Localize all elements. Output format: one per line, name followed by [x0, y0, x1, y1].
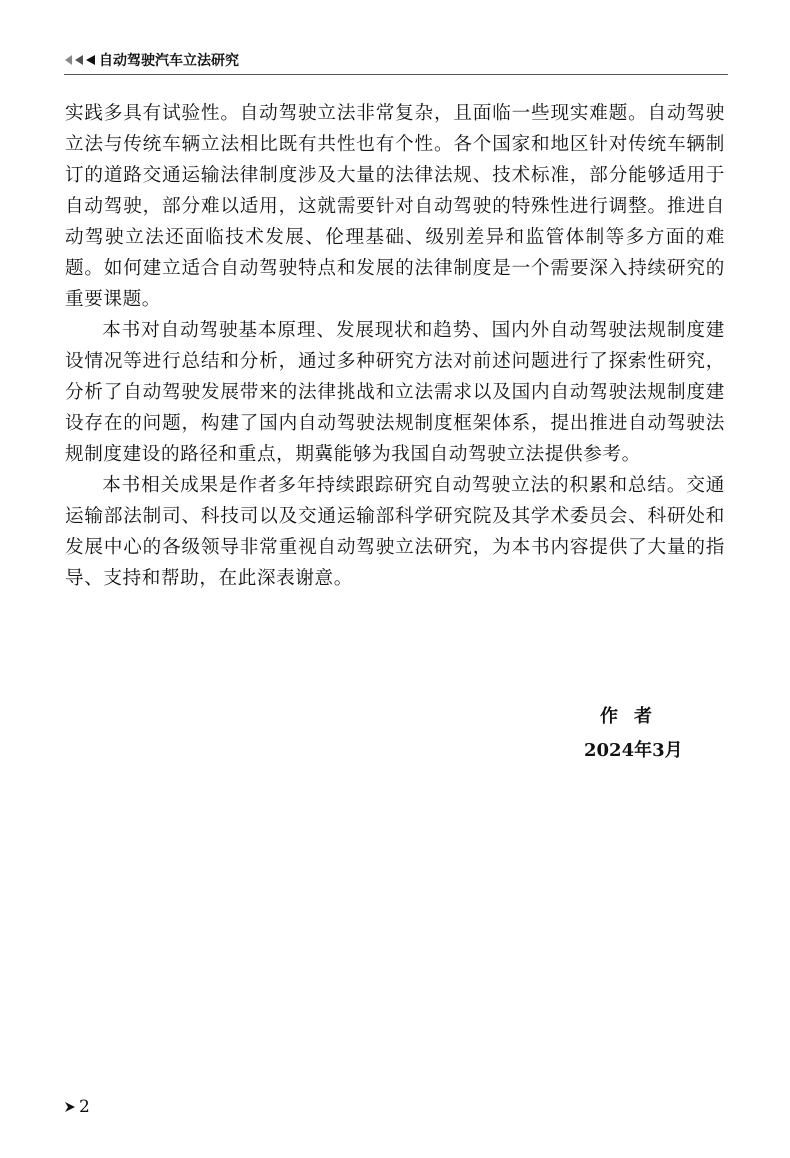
- body-text: [65, 98, 725, 594]
- running-header: [64, 49, 239, 71]
- right-arrowhead-icon: [64, 1101, 76, 1113]
- paragraph-2: 本书对自动驾驶基本原理、发展现状和趋势、国内外自动驾驶法规制度建设情况等进行总结和分析，通过多种研究方法对前述问题进行了探索性研究，分析了自动驾驶发展带来的法律挑战和立法需求以及国内自动驾驶法规制度建设存在的问题，构建了国内自动驾驶法规制度框架体系，提出推进自动驾驶法规制度建设的路径和重点，期冀能够为我国自动驾驶立法提供参考。: [65, 320, 725, 465]
- triple-left-triangle-icon: [64, 54, 96, 66]
- page-number: 2: [79, 1097, 90, 1117]
- date-label: 2024年3月: [584, 740, 683, 761]
- author-label: 作者: [600, 706, 668, 727]
- header-divider: [64, 74, 728, 75]
- paragraph-3: 本书相关成果是作者多年持续跟踪研究自动驾驶立法的积累和总结。交通运输部法制司、科技司以及交通运输部科学研究院及其学术委员会、科研处和发展中心的各级领导非常重视自动驾驶立法研究，为本书内容提供了大量的指导、支持和帮助，在此深表谢意。: [65, 475, 725, 589]
- page-footer: [64, 1097, 90, 1117]
- header-title: 自动驾驶汽车立法研究: [99, 53, 239, 69]
- paragraph-1: 实践多具有试验性。自动驾驶立法非常复杂，且面临一些现实难题。自动驾驶立法与传统车辆立法相比既有共性也有个性。各个国家和地区针对传统车辆制订的道路交通运输法律制度涉及大量的法律法规、技术标准，部分能够适用于自动驾驶，部分难以适用，这就需要针对自动驾驶的特殊性进行调整。推进自动驾驶立法还面临技术发展、伦理基础、级别差异和监管体制等多方面的难题。如何建立适合自动驾驶特点和发展的法律制度是一个需要深入持续研究的重要课题。: [65, 103, 725, 310]
